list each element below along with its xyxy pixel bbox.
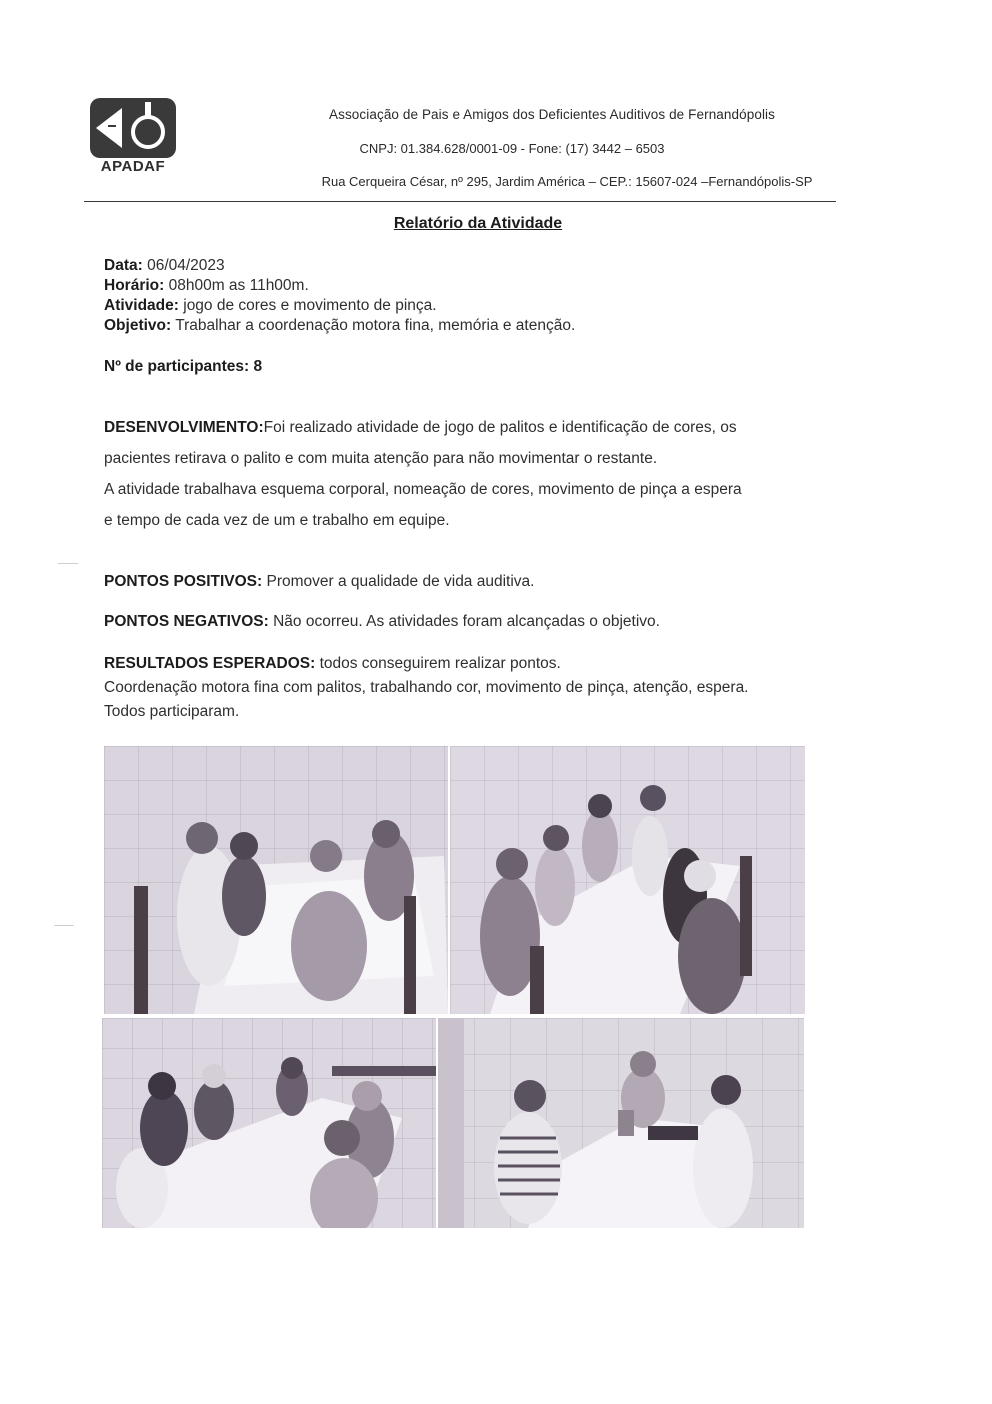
field-activity (104, 296, 437, 315)
participants-label: Nº de participantes: 8 (104, 358, 263, 375)
positives-text: Promover a qualidade de vida auditiva. (262, 573, 535, 590)
activity-photo-3 (102, 1018, 436, 1228)
scan-mark (58, 563, 78, 564)
negatives (104, 613, 660, 631)
field-label: Objetivo: (104, 317, 172, 334)
negatives-label: PONTOS NEGATIVOS: (104, 613, 269, 630)
development-text: Foi realizado atividade de jogo de palitos e identificação de cores, os (263, 419, 737, 436)
header-divider (84, 201, 836, 202)
org-address: Rua Cerqueira César, nº 295, Jardim América – CEP.: 15607-024 –Fernandópolis-SP (321, 174, 813, 189)
field-time (104, 276, 309, 295)
positives (104, 573, 534, 591)
field-label: Data: (104, 257, 143, 274)
org-cnpj: CNPJ: 01.384.628/0001-09 - Fone: (17) 3442 – 6503 (359, 141, 665, 156)
activity-photo-2 (450, 746, 805, 1014)
development-line-1 (104, 419, 737, 437)
expected-line-2: Coordenação motora fina com palitos, trabalhando cor, movimento de pinça, atenção, espera. (104, 679, 749, 696)
positives-label: PONTOS POSITIVOS: (104, 573, 263, 590)
expected-text: todos conseguirem realizar pontos. (315, 655, 561, 672)
field-value: jogo de cores e movimento de pinça. (178, 297, 437, 314)
development-label: DESENVOLVIMENTO: (104, 419, 264, 436)
activity-photo-4 (438, 1018, 804, 1228)
development-line-3: A atividade trabalhava esquema corporal, nomeação de cores, movimento de pinça a espera (104, 481, 742, 498)
logo-text: APADAF (100, 158, 166, 175)
report-title: Relatório da Atividade (393, 215, 563, 232)
activity-photo-1 (104, 746, 448, 1014)
field-label: Horário: (104, 277, 165, 294)
org-name: Associação de Pais e Amigos dos Deficientes Auditivos de Fernandópolis (329, 107, 775, 122)
development-line-4: e tempo de cada vez de um e trabalho em equipe. (104, 512, 450, 529)
field-value: Trabalhar a coordenação motora fina, memória e atenção. (171, 317, 576, 334)
field-objective (104, 316, 575, 335)
development-line-2: pacientes retirava o palito e com muita atenção para não movimentar o restante. (104, 450, 658, 467)
field-date (104, 256, 225, 275)
expected-label: RESULTADOS ESPERADOS: (104, 655, 316, 672)
negatives-text: Não ocorreu. As atividades foram alcançadas o objetivo. (268, 613, 660, 630)
field-value: 08h00m as 11h00m. (164, 277, 309, 294)
expected (104, 655, 561, 673)
field-label: Atividade: (104, 297, 179, 314)
scan-mark (54, 925, 74, 926)
field-value: 06/04/2023 (142, 257, 225, 274)
expected-line-3: Todos participaram. (104, 703, 240, 720)
participants (104, 357, 262, 376)
apadaf-logo (88, 96, 178, 178)
